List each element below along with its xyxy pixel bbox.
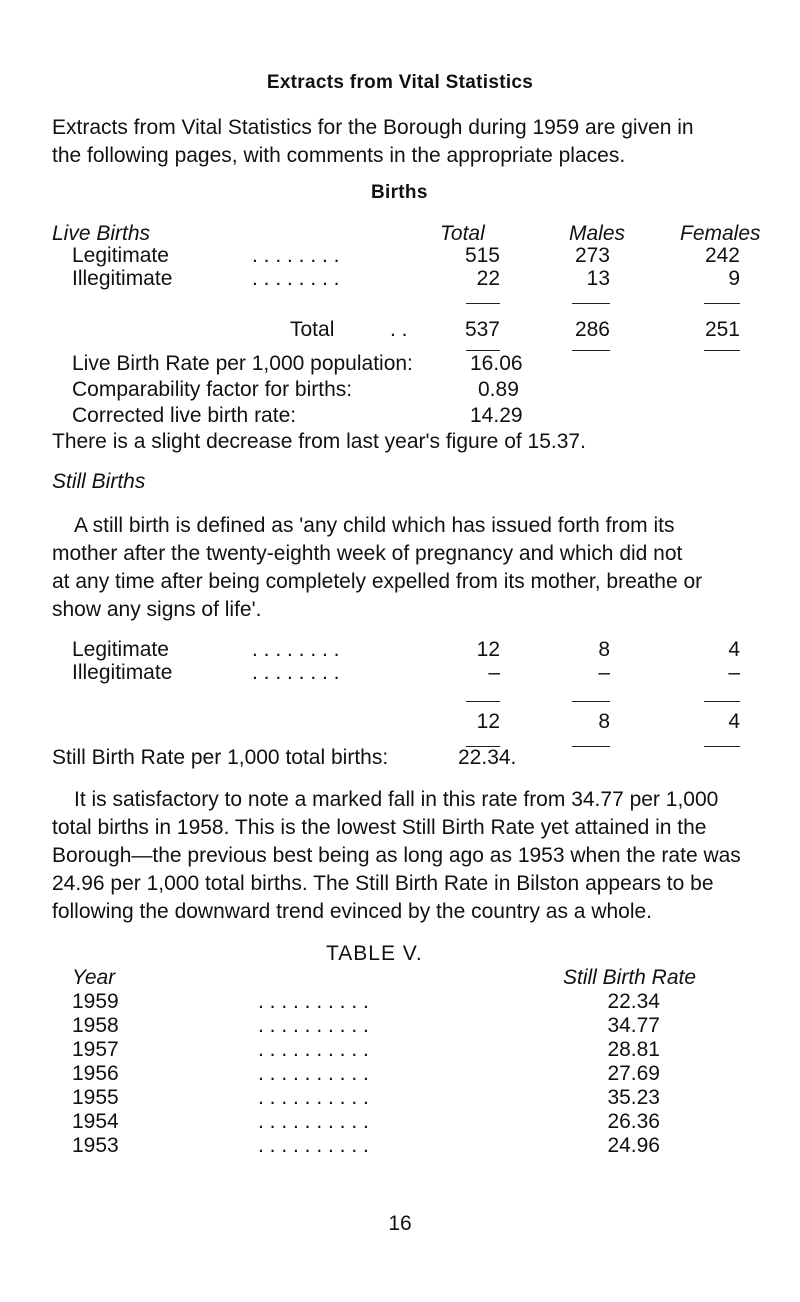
- births-row-total: 22: [476, 267, 500, 290]
- table-leader: . . . . . . . . . .: [258, 990, 369, 1013]
- table-rate: 22.34: [607, 990, 660, 1013]
- still-row-total: 12: [476, 638, 500, 661]
- rule: [704, 303, 740, 304]
- still-row-females: –: [728, 661, 740, 684]
- table-leader: . . . . . . . . . .: [258, 1086, 369, 1109]
- still-row-males: –: [598, 661, 610, 684]
- rule: [572, 701, 610, 702]
- rate-value: 16.06: [470, 352, 523, 375]
- col-males-header: Males: [569, 222, 626, 245]
- col-total-header: Total: [440, 222, 485, 245]
- table-leader: . . . . . . . . . .: [258, 1110, 369, 1133]
- still-births-heading: Still Births: [52, 470, 146, 493]
- still-rate-label: Still Birth Rate per 1,000 total births:: [52, 746, 389, 769]
- intro-line-1: Extracts from Vital Statistics for the Borough during 1959 are given in: [52, 116, 694, 139]
- still-row-leader: . . . . . . . .: [252, 638, 340, 661]
- still-total-total: 12: [476, 710, 500, 733]
- births-row-females: 242: [704, 244, 740, 267]
- births-total-leader: . .: [390, 318, 408, 341]
- rule: [572, 303, 610, 304]
- rule: [572, 746, 610, 747]
- still-row-label: Illegitimate: [72, 661, 173, 684]
- table-rate: 27.69: [607, 1062, 660, 1085]
- col-females-header: Females: [680, 222, 761, 245]
- comment-line-4: 24.96 per 1,000 total births. The Still Birth Rate in Bilston appears to be: [52, 872, 714, 895]
- rate-value: 14.29: [470, 404, 523, 427]
- births-total-males: 286: [574, 318, 610, 341]
- table-leader: . . . . . . . . . .: [258, 1134, 369, 1157]
- table-year: 1956: [72, 1062, 119, 1085]
- rate-label: Comparability factor for births:: [72, 378, 353, 401]
- rule: [466, 701, 500, 702]
- births-row-total: 515: [464, 244, 500, 267]
- births-row-label: Legitimate: [72, 244, 169, 267]
- births-total-females: 251: [704, 318, 740, 341]
- births-total-label: Total: [290, 318, 335, 341]
- table-year: 1953: [72, 1134, 119, 1157]
- table-rate: 34.77: [607, 1014, 660, 1037]
- rule: [572, 350, 610, 351]
- page-title: Extracts from Vital Statistics: [266, 72, 534, 93]
- live-births-label: Live Births: [52, 222, 151, 245]
- rule: [704, 701, 740, 702]
- births-row-label: Illegitimate: [72, 267, 173, 290]
- intro-line-2: the following pages, with comments in the appropriate places.: [52, 144, 626, 167]
- table-col-rate: Still Birth Rate: [563, 966, 697, 989]
- comment-line-5: following the downward trend evinced by the country as a whole.: [52, 900, 653, 923]
- table-col-year: Year: [72, 966, 116, 989]
- definition-line-4: show any signs of life'.: [52, 598, 262, 621]
- definition-line-2: mother after the twenty-eighth week of pregnancy and which did not: [52, 542, 683, 565]
- table-year: 1957: [72, 1038, 119, 1061]
- table-title: TABLE V.: [326, 942, 423, 965]
- rule: [704, 350, 740, 351]
- table-year: 1955: [72, 1086, 119, 1109]
- table-leader: . . . . . . . . . .: [258, 1038, 369, 1061]
- rate-label: Corrected live birth rate:: [72, 404, 297, 427]
- table-leader: . . . . . . . . . .: [258, 1014, 369, 1037]
- births-row-leader: . . . . . . . .: [252, 267, 340, 290]
- table-year: 1958: [72, 1014, 119, 1037]
- still-row-females: 4: [728, 638, 740, 661]
- still-total-males: 8: [598, 710, 610, 733]
- table-rate: 24.96: [607, 1134, 660, 1157]
- rate-label: Live Birth Rate per 1,000 population:: [72, 352, 413, 375]
- still-total-females: 4: [728, 710, 740, 733]
- still-row-leader: . . . . . . . .: [252, 661, 340, 684]
- table-rate: 28.81: [607, 1038, 660, 1061]
- page-number: 16: [388, 1212, 412, 1235]
- definition-line-3: at any time after being completely expelled from its mother, breathe or: [52, 570, 703, 593]
- table-year: 1959: [72, 990, 119, 1013]
- still-row-males: 8: [598, 638, 610, 661]
- still-row-total: –: [488, 661, 500, 684]
- rule: [466, 303, 500, 304]
- table-rate: 35.23: [607, 1086, 660, 1109]
- table-rate: 26.36: [607, 1110, 660, 1133]
- births-comment: There is a slight decrease from last year's figure of 15.37.: [52, 430, 586, 453]
- births-heading: Births: [371, 182, 428, 203]
- births-row-leader: . . . . . . . .: [252, 244, 340, 267]
- comment-line-3: Borough—the previous best being as long ago as 1953 when the rate was: [52, 844, 741, 867]
- still-rate-value: 22.34.: [458, 746, 517, 769]
- table-leader: . . . . . . . . . .: [258, 1062, 369, 1085]
- comment-line-2: total births in 1958. This is the lowest Still Birth Rate yet attained in the: [52, 816, 707, 839]
- rate-value: 0.89: [478, 378, 519, 401]
- births-row-females: 9: [728, 267, 740, 290]
- definition-line-1: A still birth is defined as 'any child which has issued forth from its: [74, 514, 675, 537]
- still-row-label: Legitimate: [72, 638, 169, 661]
- births-row-males: 273: [574, 244, 610, 267]
- comment-line-1: It is satisfactory to note a marked fall in this rate from 34.77 per 1,000: [74, 788, 719, 811]
- births-row-males: 13: [586, 267, 610, 290]
- births-total-total: 537: [464, 318, 500, 341]
- rule: [704, 746, 740, 747]
- table-year: 1954: [72, 1110, 119, 1133]
